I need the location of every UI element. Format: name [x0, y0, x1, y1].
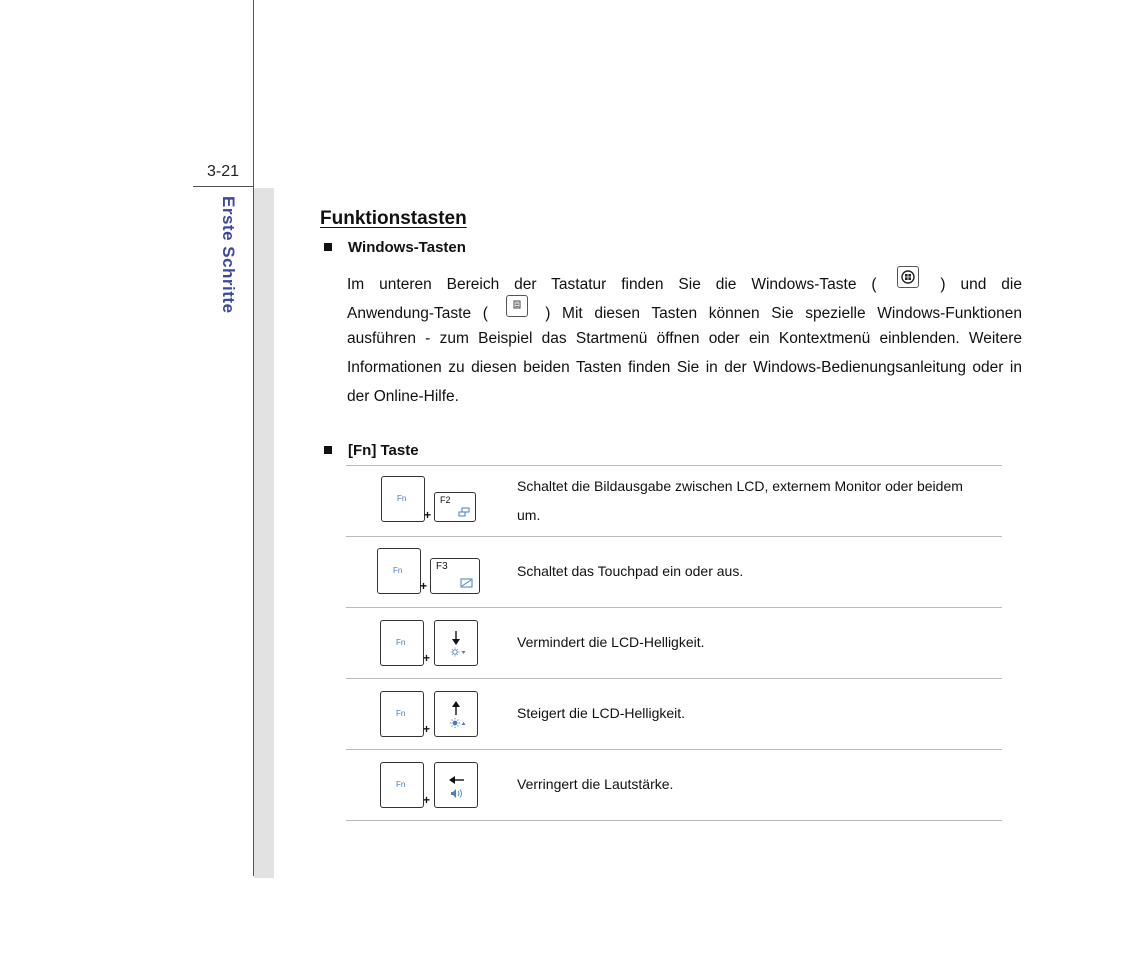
windows-keys-subheading: [324, 239, 466, 256]
fn-key-subheading: [324, 442, 419, 459]
application-key-icon: [506, 295, 528, 317]
fn-key-label: Fn: [396, 780, 406, 789]
plus-sign: +: [423, 793, 431, 807]
fn-key: [381, 476, 425, 522]
fn-key: [377, 548, 421, 594]
line-text: Anwendung-Taste (: [347, 305, 488, 322]
row-description: Steigert die LCD-Helligkeit.: [517, 705, 686, 721]
fn-key-label: Fn: [393, 566, 403, 575]
fn-key-label: Fn: [396, 638, 406, 647]
table-row: [346, 678, 1002, 749]
fn-key-label: Fn: [396, 709, 406, 718]
page-number-rule: [193, 186, 254, 187]
f3-key: [430, 558, 480, 594]
paragraph-line: [347, 266, 1022, 295]
arrow-up-brightness-up-icon: [445, 699, 469, 729]
fn-key: [380, 620, 424, 666]
windows-key-icon: [897, 266, 919, 288]
row-description: Vermindert die LCD-Helligkeit.: [517, 634, 705, 650]
windows-keys-title: Windows-Tasten: [348, 239, 466, 256]
bullet-square-icon: [324, 243, 332, 251]
bullet-square-icon: [324, 446, 332, 454]
paragraph-line: [347, 295, 1022, 324]
paragraph-line: ausführen - zum Beispiel das Startmenü öffnen oder ein Kontextmenü einblenden. Weitere: [347, 330, 1022, 347]
volume-down-key: [434, 762, 478, 808]
fn-key: [380, 691, 424, 737]
row-description: Schaltet das Touchpad ein oder aus.: [517, 563, 744, 579]
paragraph-line: der Online-Hilfe.: [347, 388, 459, 405]
row-description: Schaltet die Bildausgabe zwischen LCD, externem Monitor oder beidem um.: [517, 478, 963, 523]
display-switch-icon: [458, 507, 470, 517]
f2-key-label: F2: [440, 495, 451, 505]
fn-key: [380, 762, 424, 808]
paragraph-line: Informationen zu diesen beiden Tasten finden Sie in der Windows-Bedienungsanleitung oder in: [347, 359, 1022, 376]
table-row: [346, 749, 1002, 821]
row-description: Verringert die Lautstärke.: [517, 776, 674, 792]
brightness-up-key: [434, 691, 478, 737]
arrow-left-volume-down-icon: [445, 770, 469, 800]
plus-sign: +: [423, 651, 431, 665]
line-text: Im unteren Bereich der Tastatur finden Sie die Windows-Taste (: [347, 276, 877, 293]
brightness-down-key: [434, 620, 478, 666]
touchpad-icon: [460, 578, 473, 588]
table-row: [346, 465, 1002, 536]
plus-sign: +: [423, 722, 431, 736]
f3-key-label: F3: [436, 561, 448, 572]
fn-key-label: Fn: [397, 494, 407, 503]
table-row: [346, 607, 1002, 678]
windows-keys-paragraph: [347, 266, 1022, 411]
fn-key-title: [Fn] Taste: [348, 442, 419, 459]
line-text: ) und die: [940, 276, 1022, 293]
chapter-title: Erste Schritte: [219, 196, 238, 314]
page-number: 3-21: [207, 163, 240, 180]
f2-key: [434, 492, 476, 522]
table-row: [346, 536, 1002, 607]
line-text: ) Mit diesen Tasten können Sie spezielle Windows-Funktionen: [545, 305, 1022, 322]
arrow-down-brightness-down-icon: [445, 628, 469, 658]
margin-bar: [254, 188, 274, 878]
plus-sign: +: [420, 579, 428, 593]
section-heading: Funktionstasten: [320, 208, 467, 229]
fn-key-table: [346, 465, 1002, 821]
plus-sign: +: [424, 508, 432, 522]
